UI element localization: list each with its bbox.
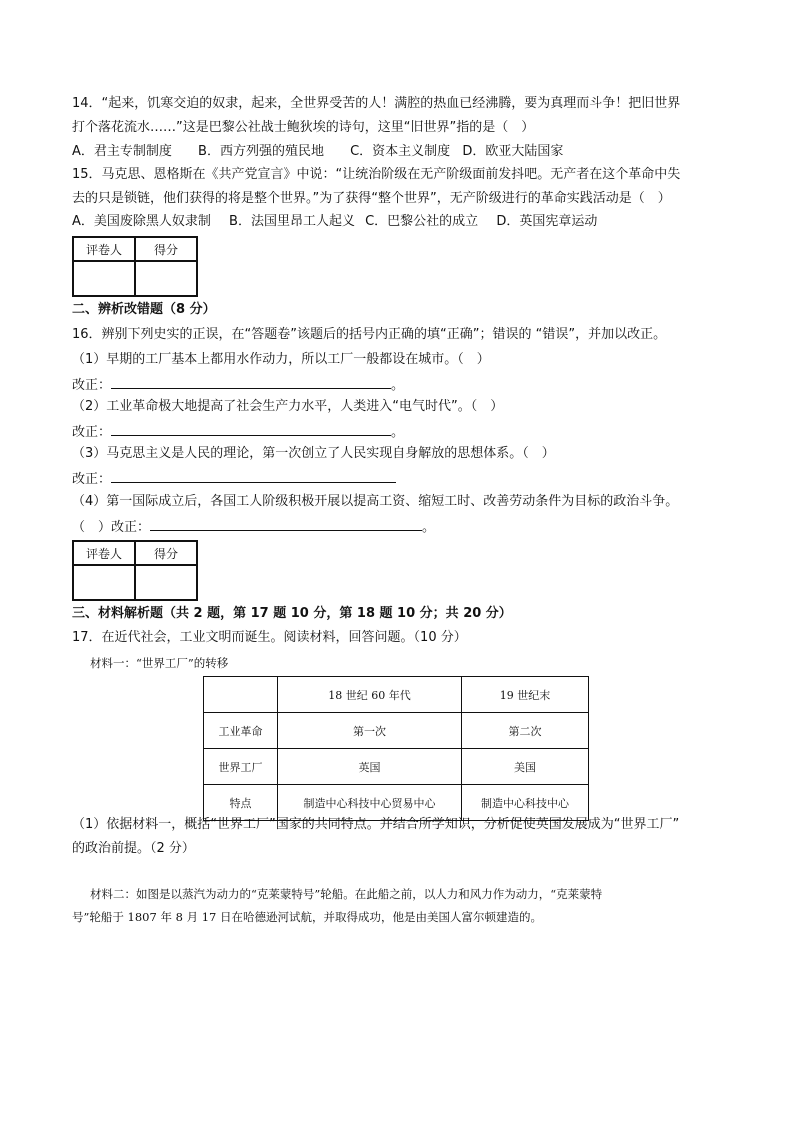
q17-stem: 17．在近代社会，工业文明而诞生。阅读材料，回答问题。（10 分） bbox=[72, 630, 467, 645]
correction-label: 改正： bbox=[72, 378, 112, 393]
table-cell: 制造中心科技中心 bbox=[462, 785, 589, 821]
score-box-2 bbox=[72, 540, 198, 601]
table-header-col2: 19 世纪末 bbox=[462, 677, 589, 713]
q16-item-1: （1）早期的工厂基本上都用水作动力，所以工厂一般都设在城市。（ ） bbox=[72, 352, 490, 367]
q15-options bbox=[72, 212, 597, 232]
score-label: 得分 bbox=[135, 237, 197, 261]
q14-stem-line1: 14．“起来，饥寒交迫的奴隶，起来，全世界受苦的人！满腔的热血已经沸腾，要为真理而斗争！把旧世界 bbox=[72, 96, 681, 111]
q14-option-a[interactable]: A．君主专制制度 bbox=[72, 144, 172, 159]
q16-correction-1: 改正： 。 bbox=[72, 374, 404, 396]
material2-line1: 材料二：如图是以蒸汽为动力的“克莱蒙特号”轮船。在此船之前，以人力和风力作为动力，“克莱蒙特 bbox=[90, 887, 603, 901]
table-row bbox=[204, 713, 589, 749]
score-box-1 bbox=[72, 236, 198, 297]
q17-1-line1: （1）依据材料一，概括“世界工厂”国家的共同特点。并结合所学知识，分析促使英国发展成为“世界工厂” bbox=[72, 817, 680, 832]
item4-correction-label: （ ）改正： bbox=[72, 520, 151, 535]
section2-title: 二、辨析改错题（8 分） bbox=[72, 302, 216, 317]
q15-stem-line1: 15．马克思、恩格斯在《共产党宣言》中说：“让统治阶级在无产阶级面前发抖吧。无产者在这个革命中失 bbox=[72, 167, 681, 182]
grader-label: 评卷人 bbox=[73, 541, 135, 565]
table-cell: 第一次 bbox=[278, 713, 462, 749]
score-label: 得分 bbox=[135, 541, 197, 565]
q16-item-3: （3）马克思主义是人民的理论，第一次创立了人民实现自身解放的思想体系。（ ） bbox=[72, 446, 555, 461]
q15-option-d[interactable]: D．英国宪章运动 bbox=[496, 214, 598, 229]
table-row bbox=[204, 749, 589, 785]
correction-label: 改正： bbox=[72, 425, 112, 440]
q14-option-c[interactable]: C．资本主义制度 bbox=[350, 144, 451, 159]
q15-option-c[interactable]: C．巴黎公社的成立 bbox=[365, 214, 479, 229]
answer-line[interactable] bbox=[111, 374, 391, 389]
grader-label: 评卷人 bbox=[73, 237, 135, 261]
answer-line[interactable] bbox=[111, 468, 396, 483]
q15-stem-line2: 去的只是锁链，他们获得的将是整个世界。”为了获得“整个世界”，无产阶级进行的革命实践活动是（ ） bbox=[72, 191, 671, 206]
q15-option-a[interactable]: A．美国废除黑人奴隶制 bbox=[72, 214, 211, 229]
table-header-corner bbox=[204, 677, 278, 713]
table-cell: 英国 bbox=[278, 749, 462, 785]
q17-1-line2: 的政治前提。（2 分） bbox=[72, 841, 195, 856]
q14-option-b[interactable]: B．西方列强的殖民地 bbox=[198, 144, 324, 159]
table-row-label: 工业革命 bbox=[204, 713, 278, 749]
q16-correction-4: （ ）改正： 。 bbox=[72, 516, 435, 538]
world-factory-table bbox=[203, 676, 589, 821]
table-row-label: 世界工厂 bbox=[204, 749, 278, 785]
table-cell: 第二次 bbox=[462, 713, 589, 749]
grader-cell[interactable] bbox=[73, 565, 135, 600]
q16-instruction: 16．辨别下列史实的正误，在“答题卷”该题后的括号内正确的填“正确”；错误的 “错误”，并加以改正。 bbox=[72, 327, 667, 342]
section3-title: 三、材料解析题（共 2 题，第 17 题 10 分，第 18 题 10 分；共 20 分） bbox=[72, 606, 512, 621]
score-cell[interactable] bbox=[135, 565, 197, 600]
table-header-col1: 18 世纪 60 年代 bbox=[278, 677, 462, 713]
answer-line[interactable] bbox=[150, 516, 422, 531]
q16-item-2: （2）工业革命极大地提高了社会生产力水平，人类进入“电气时代”。（ ） bbox=[72, 399, 504, 414]
score-cell[interactable] bbox=[135, 261, 197, 296]
table-cell: 美国 bbox=[462, 749, 589, 785]
q16-correction-3 bbox=[72, 468, 396, 490]
answer-line[interactable] bbox=[111, 421, 391, 436]
q14-option-d[interactable]: D．欧亚大陆国家 bbox=[462, 144, 564, 159]
grader-cell[interactable] bbox=[73, 261, 135, 296]
table-cell: 制造中心科技中心贸易中心 bbox=[278, 785, 462, 821]
q14-stem-line2: 打个落花流水……”这是巴黎公社战士鲍狄埃的诗句，这里“旧世界”指的是（ ） bbox=[72, 120, 535, 135]
material2-line2: 号”轮船于 1807 年 8 月 17 日在哈德逊河试航，并取得成功，他是由美国人富尔顿建造的。 bbox=[72, 910, 543, 924]
correction-label: 改正： bbox=[72, 472, 112, 487]
table-row-label: 特点 bbox=[204, 785, 278, 821]
q15-option-b[interactable]: B．法国里昂工人起义 bbox=[229, 214, 355, 229]
q16-correction-2: 改正： 。 bbox=[72, 421, 404, 443]
q16-item-4: （4）第一国际成立后，各国工人阶级积极开展以提高工资、缩短工时、改善劳动条件为目标的政治斗争。 bbox=[72, 494, 679, 509]
q14-options bbox=[72, 142, 563, 162]
material1-title: 材料一：“世界工厂”的转移 bbox=[90, 656, 229, 670]
